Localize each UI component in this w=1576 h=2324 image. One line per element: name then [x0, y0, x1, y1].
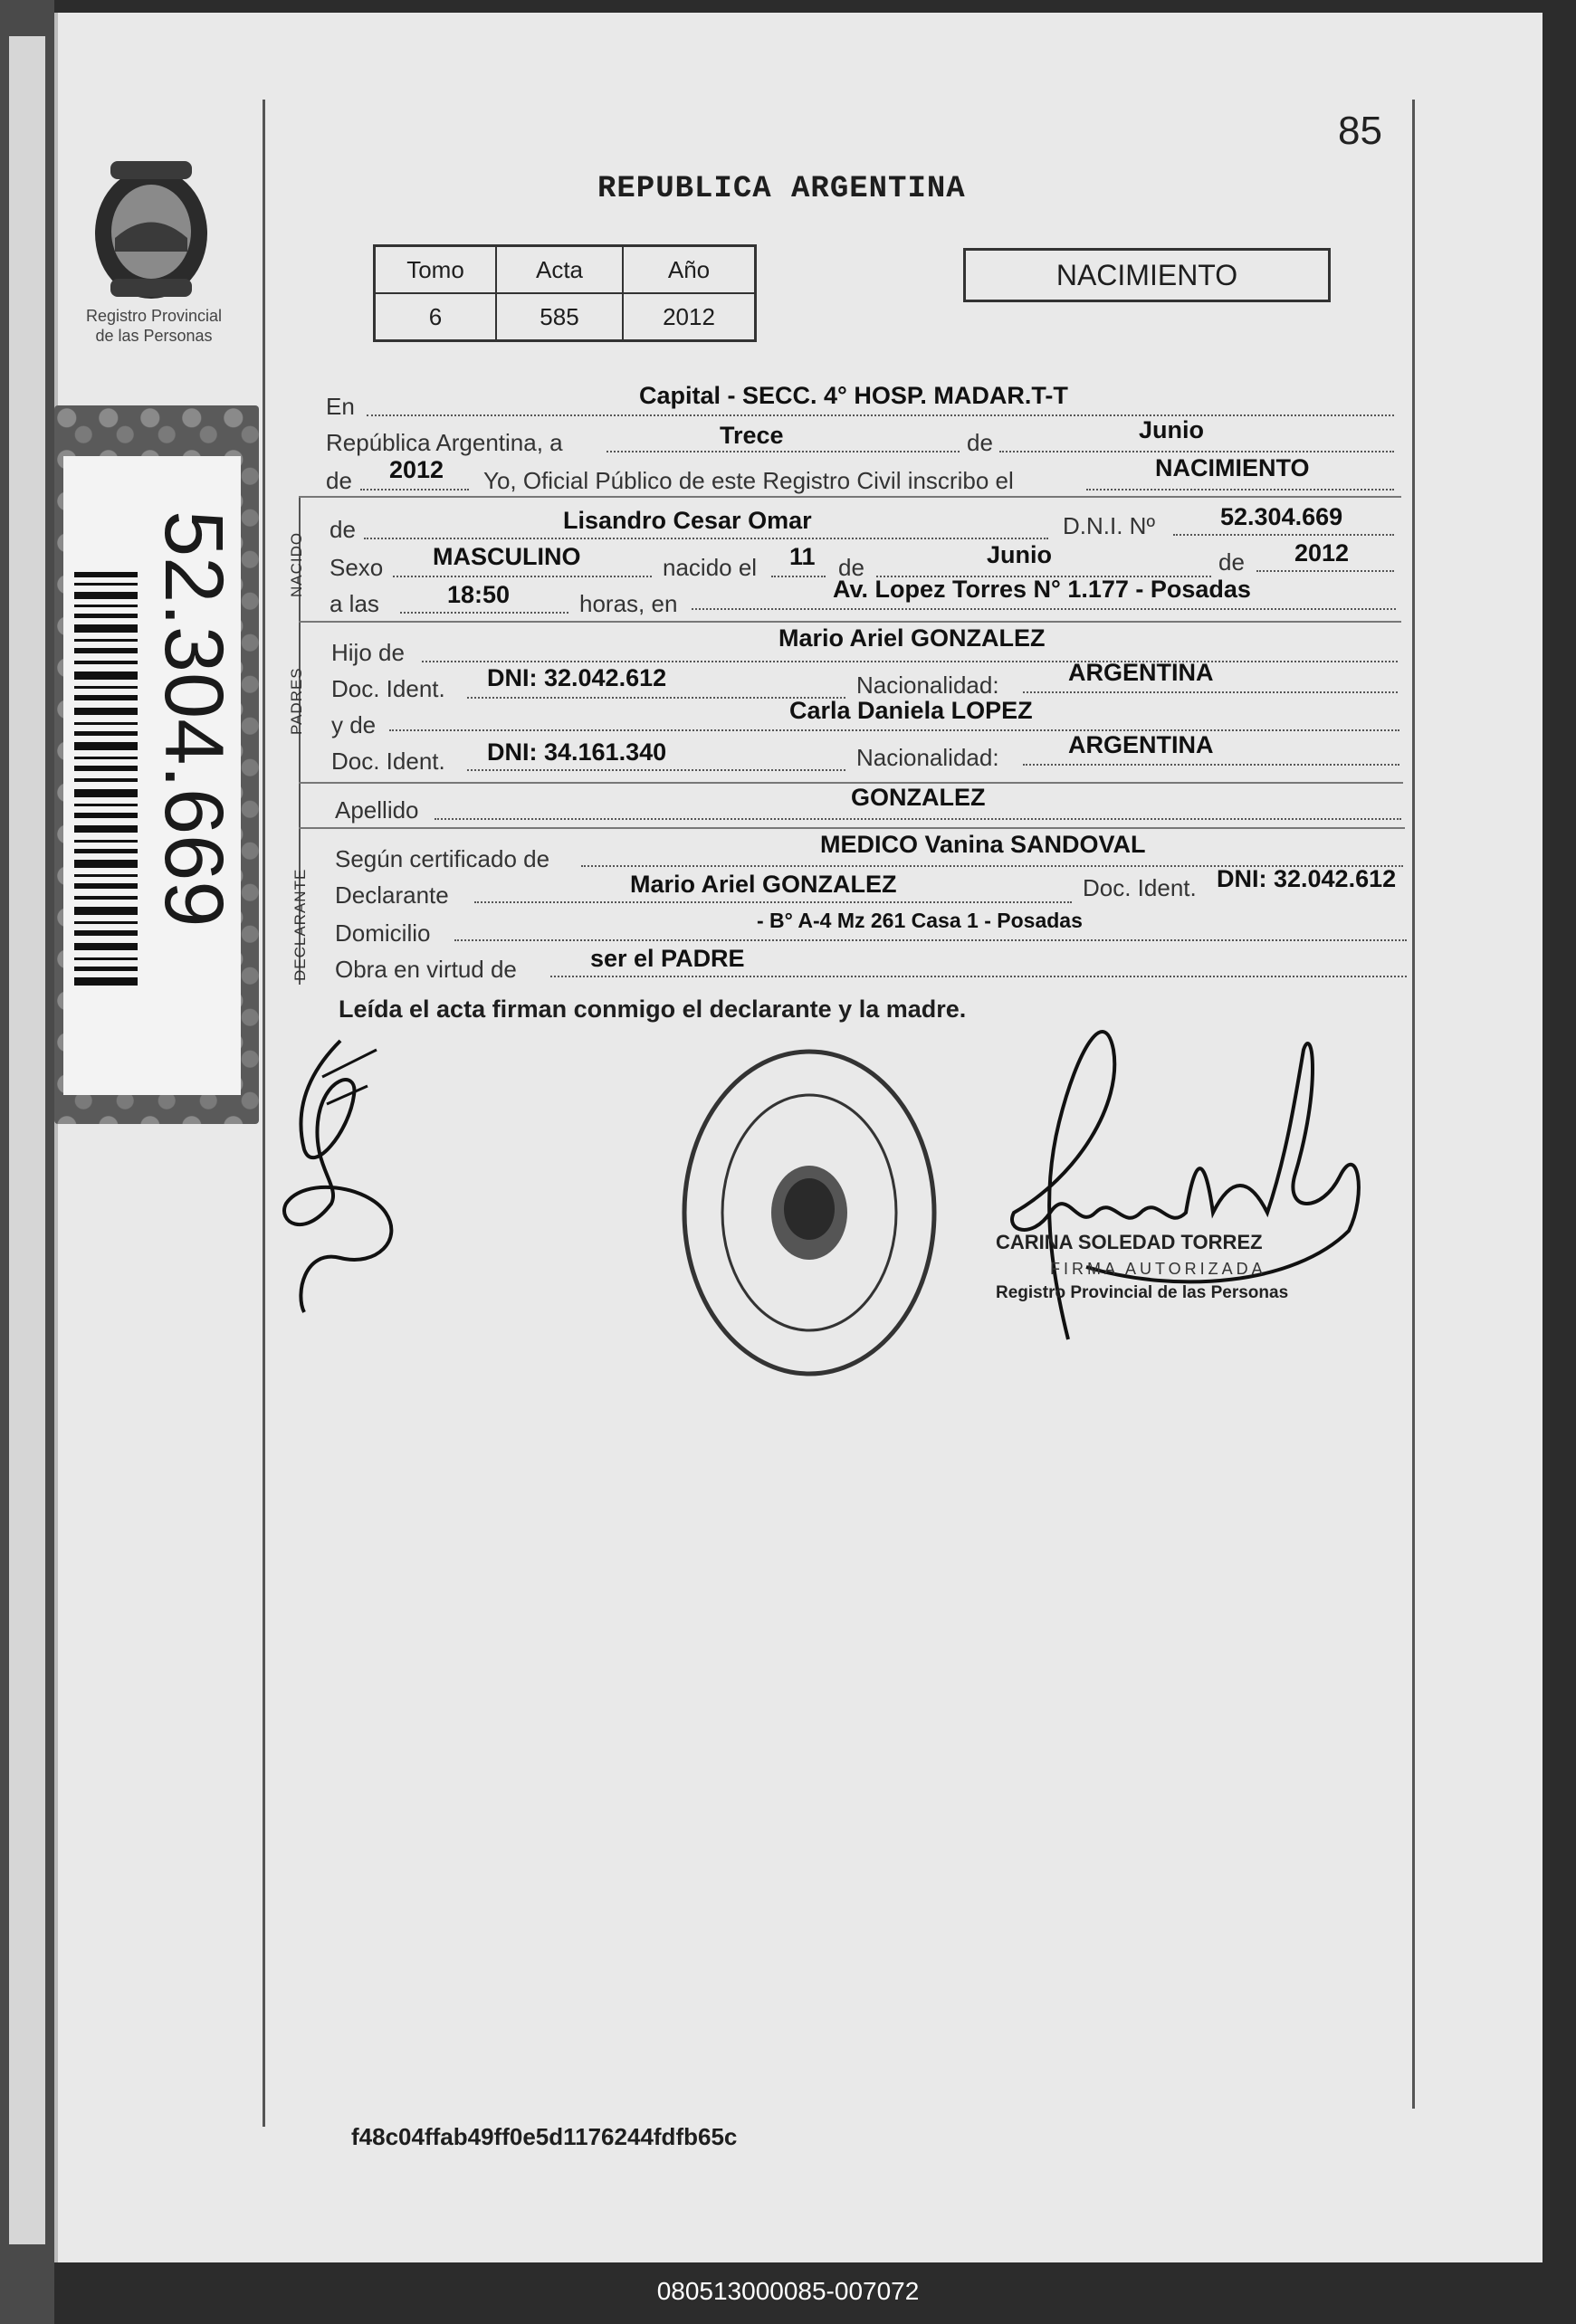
right-margin-line — [1412, 100, 1415, 2109]
acta-value: 585 — [496, 293, 623, 341]
en-value: Capital - SECC. 4° HOSP. MADAR.T-T — [639, 382, 1068, 409]
madre-doc-value: DNI: 34.161.340 — [487, 738, 667, 766]
hijo-de-label: Hijo de — [331, 639, 405, 666]
padre-doc-label: Doc. Ident. — [331, 675, 445, 702]
de-nombre-label: de — [330, 516, 356, 543]
certificado-label: Según certificado de — [335, 845, 550, 872]
ano-value: 2012 — [623, 293, 756, 341]
registry-stamp — [675, 1041, 943, 1385]
madre-nac-label: Nacionalidad: — [856, 744, 999, 771]
obra-value: ser el PADRE — [590, 945, 745, 972]
book-spine — [0, 0, 54, 2324]
birth-de-label-2: de — [1218, 548, 1245, 576]
domicilio-value: - B° A-4 Mz 261 Casa 1 - Posadas — [757, 909, 1083, 932]
declarante-doc-value: DNI: 32.042.612 — [1217, 865, 1397, 892]
tomo-header: Tomo — [375, 246, 497, 294]
birth-year: 2012 — [1294, 539, 1350, 567]
page-number: 85 — [1338, 109, 1382, 153]
document-type-box: NACIMIENTO — [963, 248, 1331, 302]
madre-nac-value: ARGENTINA — [1068, 731, 1214, 758]
seal-caption: Registro Provincial de las Personas — [85, 307, 223, 345]
padres-side-label: PADRES — [288, 667, 305, 735]
month-value: Junio — [1139, 416, 1204, 443]
padre-doc-value: DNI: 32.042.612 — [487, 664, 667, 691]
de-label: de — [967, 429, 993, 456]
de-year-label: de — [326, 467, 352, 494]
ano-header: Año — [623, 246, 756, 294]
hora-value: 18:50 — [447, 581, 511, 608]
birth-month: Junio — [987, 541, 1052, 568]
dni-label: D.N.I. Nº — [1063, 512, 1155, 539]
security-strip — [54, 405, 259, 1124]
document-title: REPUBLICA ARGENTINA — [597, 172, 966, 206]
barcode-card — [63, 456, 241, 1095]
y-de-label: y de — [331, 711, 377, 738]
closing-statement: Leída el acta firman conmigo el declarante y la madre. — [339, 995, 967, 1023]
official-office: Registro Provincial de las Personas — [996, 1283, 1289, 1302]
padre-nac-label: Nacionalidad: — [856, 671, 999, 699]
birth-de-label-1: de — [838, 554, 864, 581]
declarante-label: Declarante — [335, 881, 449, 909]
nacido-el-label: nacido el — [663, 554, 758, 581]
acta-header: Acta — [496, 246, 623, 294]
birth-day: 11 — [789, 543, 816, 570]
official-signature — [996, 995, 1376, 1357]
barcode-icon — [74, 572, 138, 988]
nacido-side-label: NACIDO — [288, 531, 305, 597]
declarante-side-label: DECLARANTE — [291, 868, 309, 981]
dni-value: 52.304.669 — [1220, 503, 1343, 530]
official-role: FIRMA AUTORIZADA — [1050, 1260, 1266, 1278]
certificado-value: MEDICO Vanina SANDOVAL — [820, 831, 1146, 858]
day-value: Trece — [720, 422, 784, 449]
obra-label: Obra en virtud de — [335, 956, 517, 983]
footer-code: 080513000085-007072 — [656, 2277, 920, 2305]
madre-value: Carla Daniela LOPEZ — [789, 697, 1033, 724]
sexo-label: Sexo — [330, 554, 384, 581]
declarante-doc-label: Doc. Ident. — [1083, 874, 1197, 901]
registry-table — [373, 244, 757, 342]
republica-label: República Argentina, a — [326, 429, 563, 456]
horas-en-label: horas, en — [579, 590, 678, 617]
document-hash: f48c04ffab49ff0e5d1176244fdfb65c — [351, 2123, 738, 2150]
acto-value: NACIMIENTO — [1155, 454, 1310, 481]
apellido-label: Apellido — [335, 796, 419, 824]
provincial-seal-icon — [83, 152, 219, 306]
oficial-text: Yo, Oficial Público de este Registro Civil inscribo el — [483, 467, 1014, 494]
official-name: CARINA SOLEDAD TORREZ — [996, 1231, 1263, 1253]
strip-number: 52.304.669 — [148, 510, 240, 928]
apellido-value: GONZALEZ — [851, 784, 986, 811]
tomo-value: 6 — [375, 293, 497, 341]
lugar-value: Av. Lopez Torres N° 1.177 - Posadas — [833, 576, 1251, 603]
domicilio-label: Domicilio — [335, 919, 431, 947]
padre-value: Mario Ariel GONZALEZ — [778, 624, 1046, 652]
madre-doc-label: Doc. Ident. — [331, 748, 445, 775]
declarant-signature — [268, 1023, 404, 1321]
left-margin-line — [263, 100, 265, 2127]
a-las-label: a las — [330, 590, 379, 617]
year-value: 2012 — [389, 456, 444, 483]
declarante-value: Mario Ariel GONZALEZ — [630, 871, 897, 898]
sexo-value: MASCULINO — [433, 543, 581, 570]
padre-nac-value: ARGENTINA — [1068, 659, 1214, 686]
en-label: En — [326, 393, 355, 420]
nombre-value: Lisandro Cesar Omar — [563, 507, 812, 534]
